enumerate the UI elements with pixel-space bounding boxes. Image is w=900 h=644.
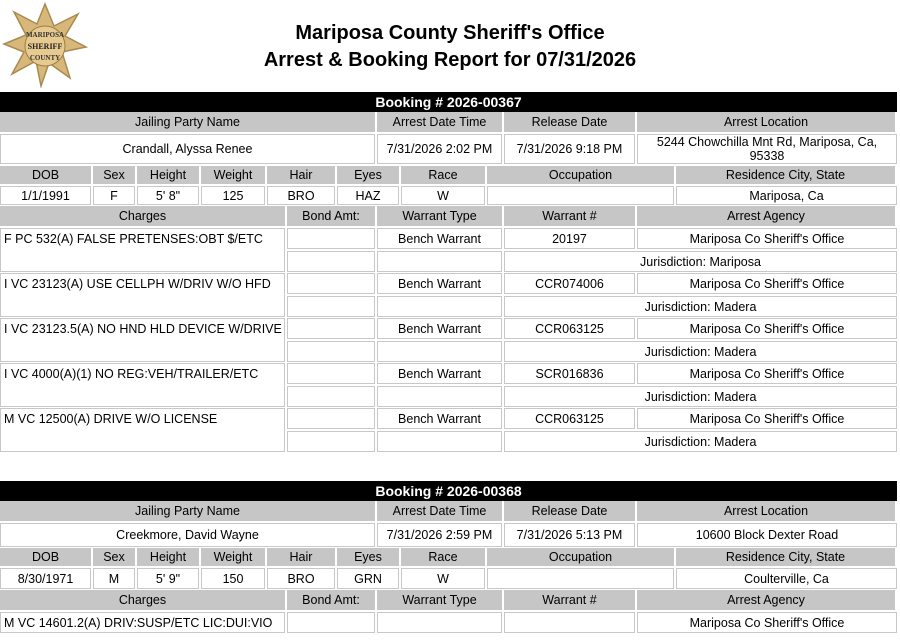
warrant-number: CCR063125 (504, 318, 635, 339)
badge-text-mid: SHERIFF (27, 42, 63, 51)
arrest-location-label: Arrest Location (637, 501, 897, 523)
sex-value: M (93, 568, 135, 589)
residence-value: Coulterville, Ca (676, 568, 897, 589)
booking-title: Booking # 2026-00368 (0, 481, 897, 501)
bond-amount (287, 363, 375, 384)
residence-value: Mariposa, Ca (676, 186, 897, 205)
jurisdiction: Jurisdiction: Madera (504, 296, 897, 317)
warrant-number (504, 612, 635, 633)
warrant-type-label: Warrant Type (377, 206, 504, 228)
bond-amount (287, 228, 375, 249)
dob-value: 1/1/1991 (0, 186, 91, 205)
eyes-value: GRN (337, 568, 399, 589)
jailing-party-name: Creekmore, David Wayne (0, 523, 375, 547)
sex-label: Sex (93, 548, 137, 568)
bond-amt-label: Bond Amt: (287, 590, 377, 612)
badge-text-bottom: COUNTY (29, 54, 61, 62)
bond-blank (287, 296, 375, 317)
hair-value: BRO (267, 568, 335, 589)
bond-blank (287, 431, 375, 452)
height-value: 5' 9" (137, 568, 199, 589)
charge-row (0, 228, 897, 273)
arrest-date-label: Arrest Date Time (377, 112, 504, 134)
release-date-time: 7/31/2026 5:13 PM (504, 523, 635, 547)
bond-amount (287, 408, 375, 429)
charge-desc: M VC 12500(A) DRIVE W/O LICENSE (0, 408, 285, 452)
warrant-no-label: Warrant # (504, 206, 637, 228)
header-row-person (0, 166, 897, 186)
badge-text-top: MARIPOSA (25, 31, 65, 39)
sex-label: Sex (93, 166, 137, 186)
charge-desc: I VC 23123.5(A) NO HND HLD DEVICE W/DRIVE (0, 318, 285, 362)
release-date-time: 7/31/2026 9:18 PM (504, 134, 635, 164)
jurisdiction: Jurisdiction: Madera (504, 341, 897, 362)
race-label: Race (401, 166, 487, 186)
arrest-date-label: Arrest Date Time (377, 501, 504, 523)
bond-blank (287, 341, 375, 362)
weight-value: 150 (201, 568, 265, 589)
arrest-date-time: 7/31/2026 2:59 PM (377, 523, 502, 547)
warrant-blank (377, 386, 502, 407)
warrant-type (377, 612, 502, 633)
warrant-type: Bench Warrant (377, 363, 502, 384)
occupation-value (487, 186, 674, 205)
header-row-charges (0, 206, 897, 228)
eyes-value: HAZ (337, 186, 399, 205)
warrant-blank (377, 341, 502, 362)
jailing-party-label: Jailing Party Name (0, 501, 377, 523)
dob-value: 8/30/1971 (0, 568, 91, 589)
residence-label: Residence City, State (676, 548, 897, 568)
jailing-party-label: Jailing Party Name (0, 112, 377, 134)
value-row-main (0, 134, 897, 166)
residence-label: Residence City, State (676, 166, 897, 186)
arrest-agency: Mariposa Co Sheriff's Office (637, 228, 897, 249)
sex-value: F (93, 186, 135, 205)
header-row-person (0, 548, 897, 568)
bond-blank (287, 386, 375, 407)
dob-label: DOB (0, 548, 93, 568)
arrest-location: 5244 Chowchilla Mnt Rd, Mariposa, Ca, 95338 (637, 134, 897, 164)
warrant-blank (377, 251, 502, 272)
bond-amount (287, 273, 375, 294)
dob-label: DOB (0, 166, 93, 186)
header-row-main (0, 112, 897, 134)
hair-value: BRO (267, 186, 335, 205)
arrest-agency: Mariposa Co Sheriff's Office (637, 612, 897, 633)
warrant-number: CCR063125 (504, 408, 635, 429)
height-label: Height (137, 548, 201, 568)
arrest-agency: Mariposa Co Sheriff's Office (637, 408, 897, 429)
warrant-type: Bench Warrant (377, 318, 502, 339)
value-row-main (0, 523, 897, 548)
booking-section (0, 92, 897, 453)
booking-title: Booking # 2026-00367 (0, 92, 897, 112)
warrant-type: Bench Warrant (377, 273, 502, 294)
occupation-label: Occupation (487, 548, 676, 568)
arrest-agency: Mariposa Co Sheriff's Office (637, 273, 897, 294)
value-row-person (0, 568, 897, 590)
charge-desc: F PC 532(A) FALSE PRETENSES:OBT $/ETC (0, 228, 285, 272)
jurisdiction: Jurisdiction: Madera (504, 431, 897, 452)
race-value: W (401, 568, 485, 589)
arrest-agency: Mariposa Co Sheriff's Office (637, 363, 897, 384)
release-date-label: Release Date (504, 112, 637, 134)
warrant-number: SCR016836 (504, 363, 635, 384)
weight-label: Weight (201, 166, 267, 186)
hair-label: Hair (267, 548, 337, 568)
bond-amt-label: Bond Amt: (287, 206, 377, 228)
height-value: 5' 8" (137, 186, 199, 205)
charge-desc: M VC 14601.2(A) DRIV:SUSP/ETC LIC:DUI:VIO (0, 612, 285, 633)
weight-label: Weight (201, 548, 267, 568)
report-title-line2: Arrest & Booking Report for 07/31/2026 (263, 49, 637, 71)
charges-label: Charges (0, 590, 287, 612)
arrest-date-time: 7/31/2026 2:02 PM (377, 134, 502, 164)
charge-desc: I VC 4000(A)(1) NO REG:VEH/TRAILER/ETC (0, 363, 285, 407)
charge-row (0, 363, 897, 408)
weight-value: 125 (201, 186, 265, 205)
eyes-label: Eyes (337, 548, 401, 568)
charge-row (0, 318, 897, 363)
eyes-label: Eyes (337, 166, 401, 186)
warrant-number: CCR074006 (504, 273, 635, 294)
arrest-agency-label: Arrest Agency (637, 206, 897, 228)
bond-amount (287, 612, 375, 633)
arrest-agency-label: Arrest Agency (637, 590, 897, 612)
booking-section (0, 481, 897, 634)
report-title-line1: Mariposa County Sheriff's Office (295, 22, 605, 44)
occupation-label: Occupation (487, 166, 676, 186)
occupation-value (487, 568, 674, 589)
jailing-party-name: Crandall, Alyssa Renee (0, 134, 375, 164)
warrant-number: 20197 (504, 228, 635, 249)
charge-desc: I VC 23123(A) USE CELLPH W/DRIV W/O HFD (0, 273, 285, 317)
warrant-type-label: Warrant Type (377, 590, 504, 612)
warrant-type: Bench Warrant (377, 228, 502, 249)
jurisdiction: Jurisdiction: Mariposa (504, 251, 897, 272)
race-value: W (401, 186, 485, 205)
height-label: Height (137, 166, 201, 186)
warrant-no-label: Warrant # (504, 590, 637, 612)
bond-blank (287, 251, 375, 272)
bond-amount (287, 318, 375, 339)
race-label: Race (401, 548, 487, 568)
charge-row (0, 612, 897, 634)
charge-row (0, 408, 897, 453)
charge-row (0, 273, 897, 318)
value-row-person (0, 186, 897, 206)
warrant-blank (377, 431, 502, 452)
report-title (0, 20, 900, 74)
charges-label: Charges (0, 206, 287, 228)
header-row-main (0, 501, 897, 523)
arrest-location-label: Arrest Location (637, 112, 897, 134)
release-date-label: Release Date (504, 501, 637, 523)
warrant-blank (377, 296, 502, 317)
hair-label: Hair (267, 166, 337, 186)
jurisdiction: Jurisdiction: Madera (504, 386, 897, 407)
header-row-charges (0, 590, 897, 612)
warrant-type: Bench Warrant (377, 408, 502, 429)
arrest-agency: Mariposa Co Sheriff's Office (637, 318, 897, 339)
arrest-location: 10600 Block Dexter Road (637, 523, 897, 547)
